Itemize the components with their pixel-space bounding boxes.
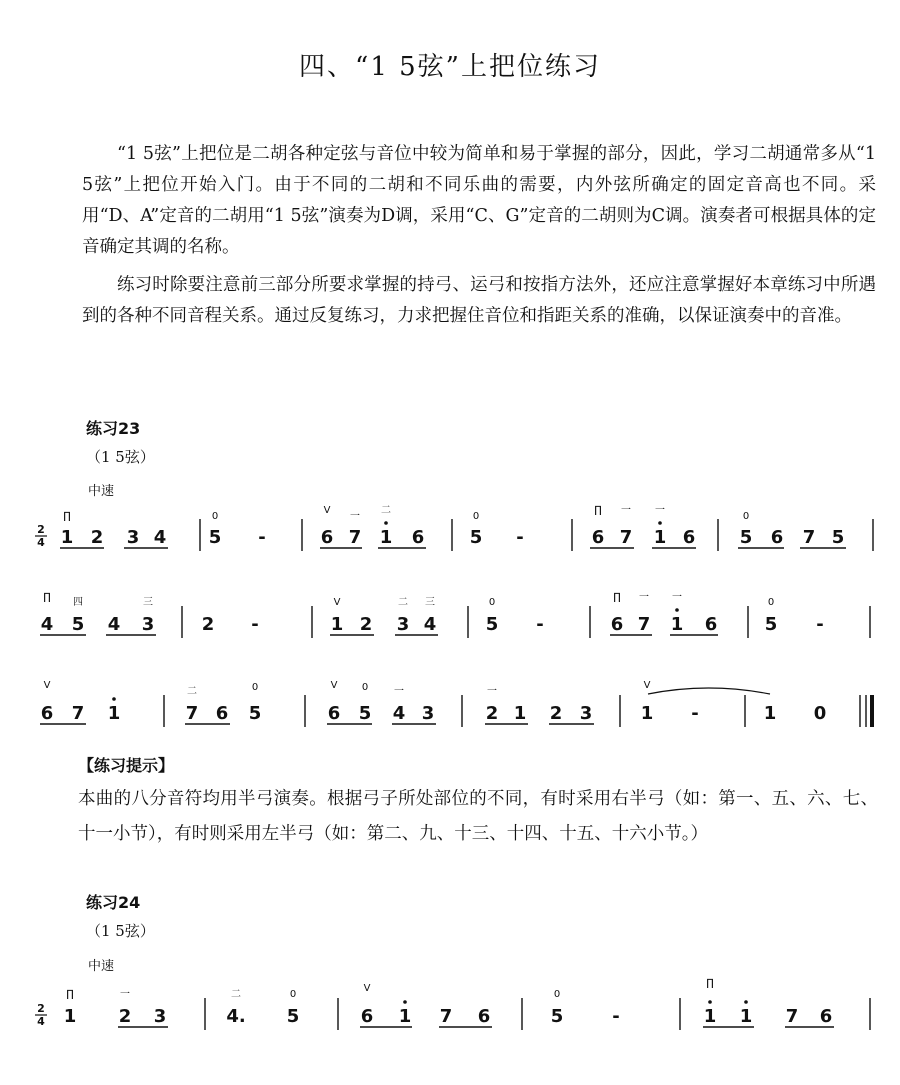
ex24-row0-m2-note2: 7 [439, 1006, 453, 1027]
ex23-row2-m0-note1: 7 [71, 703, 85, 724]
bowing-mark-29: ∏ [66, 989, 74, 1000]
ex23-row2-m0-note0: 6 [40, 703, 54, 724]
ex23-row0-m2-note2: 1 [379, 527, 393, 548]
ex23-row0-m1-note1: - [258, 527, 266, 548]
ex23-row2-m5-note0: 1 [763, 703, 777, 724]
ex23-row0-m3-note0: 5 [469, 527, 483, 548]
ex23-row2-m5-note1: 0 [813, 703, 827, 724]
bowing-mark-34: 0 [553, 989, 561, 1000]
ex23-row1-m0-note2: 4 [107, 614, 121, 635]
ex23-row0-m5-note3: 5 [831, 527, 845, 548]
bowing-mark-14: 二 [398, 597, 408, 608]
ex23-row0-m0-note2: 3 [126, 527, 140, 548]
ex23-row1-m4-note2: 1 [670, 614, 684, 635]
ex24-row0-m3-note1: - [612, 1006, 620, 1027]
ex23-row2-m4-note1: - [691, 703, 699, 724]
bowing-mark-5: 0 [472, 511, 480, 522]
ex23-row0-m5-note0: 5 [739, 527, 753, 548]
ex23-row1-m1-note1: - [251, 614, 259, 635]
ex24-row0-m3-note0: 5 [550, 1006, 564, 1027]
ex23-row1-m0-note0: 4 [40, 614, 54, 635]
ex23-row0-m4-note0: 6 [591, 527, 605, 548]
exercise-23-tempo: 中速 [88, 484, 115, 499]
ex24-row0-m2-note1-high-dot [403, 1000, 407, 1004]
bowing-mark-12: 三 [143, 597, 153, 608]
bowing-mark-24: V [330, 680, 338, 691]
ex23-time-sig-top: 2 [37, 523, 45, 536]
ex23-row0-m4-note2: 1 [653, 527, 667, 548]
bowing-mark-23: 0 [251, 682, 259, 693]
ex23-time-sig-bottom: 4 [37, 536, 45, 549]
ex23-row2-m1-note1: 6 [215, 703, 229, 724]
ex23-row1-m5-note0: 5 [764, 614, 778, 635]
ex23-row1-m2-note2: 3 [396, 614, 410, 635]
ex24-row0-m0-note0: 1 [63, 1006, 77, 1027]
bowing-mark-9: 0 [742, 511, 750, 522]
ex23-row1-m2-note3: 4 [423, 614, 437, 635]
ex23-row0-m3-note1: - [516, 527, 524, 548]
ex23-row2-m1-note0: 7 [185, 703, 199, 724]
ex24-row0-m4-note1-high-dot [744, 1000, 748, 1004]
bowing-mark-26: 一 [394, 686, 404, 697]
ex24-row0-m1-note0: 4. [226, 1006, 246, 1027]
bowing-mark-3: 一 [350, 511, 360, 522]
ex23-row2-m3-note0: 2 [485, 703, 499, 724]
ex23-row1-m3-note1: - [536, 614, 544, 635]
ex23-row1-m0-note1: 5 [71, 614, 85, 635]
bowing-mark-13: V [333, 597, 341, 608]
ex23-row2-m4-note0: 1 [640, 703, 654, 724]
ex23-row0-m2-note1: 7 [348, 527, 362, 548]
ex23-row2-m0-note2-high-dot [112, 697, 116, 701]
bowing-mark-25: 0 [361, 682, 369, 693]
ex23-row2-m1-note2: 5 [248, 703, 262, 724]
intro-paragraph-2: 练习时除要注意前三部分所要求掌握的持弓、运弓和按指方法外，还应注意掌握好本章练习中所遇到的各种不同音程关系。通过反复练习，力求把握住音位和指距关系的准确，以保证演奏中的音准。 [82, 275, 876, 326]
ex24-row0-m0-note2: 3 [153, 1006, 167, 1027]
ex23-row2-m0-note2: 1 [107, 703, 121, 724]
bowing-mark-17: ∏ [613, 592, 621, 603]
ex23-row1-m1-note0: 2 [201, 614, 215, 635]
tips-text: 本曲的八分音符均用半弓演奏。根据弓子所处部位的不同，有时采用右半弓（如：第一、五、六、七、十一小节），有时则采用左半弓（如：第二、九、十三、十四、十五、十六小节。） [78, 789, 878, 844]
ex23-row2-m3-note1: 1 [513, 703, 527, 724]
tips-title: 【练习提示】 [78, 756, 175, 775]
bowing-mark-31: 二 [231, 989, 241, 1000]
ex23-row2-m3-note3: 3 [579, 703, 593, 724]
bowing-mark-30: 一 [120, 989, 130, 1000]
ex24-time-sig-top: 2 [37, 1002, 45, 1015]
exercise-24-title: 练习24 [86, 893, 141, 912]
ex23-slur [648, 688, 770, 694]
bowing-mark-22: 二 [187, 686, 197, 697]
bowing-mark-4: 二 [381, 505, 391, 516]
ex24-row0-m2-note3: 6 [477, 1006, 491, 1027]
intro-paragraph-1: “1 5弦”上把位是二胡各种定弦与音位中较为简单和易于掌握的部分，因此，学习二胡通常多从“1 5弦”上把位开始入门。由于不同的二胡和不同乐曲的需要，内外弦所确定的固定音高也不同。采用“D、A”定音的二胡用“1 5弦”演奏为D调，采用“C、G”定音的二胡则为C调。演奏者可根据具体的定音确定其调的名称。 [82, 144, 876, 257]
bowing-mark-21: V [43, 680, 51, 691]
bowing-mark-16: 0 [488, 597, 496, 608]
ex23-row2-m2-note2: 4 [392, 703, 406, 724]
ex23-row1-m2-note1: 2 [359, 614, 373, 635]
ex24-row0-m4-note1: 1 [739, 1006, 753, 1027]
bowing-mark-35: ∏ [706, 978, 714, 989]
ex23-row1-m5-note1: - [816, 614, 824, 635]
exercise-23-string: （1 5弦） [86, 448, 155, 466]
ex23-row1-m3-note0: 5 [485, 614, 499, 635]
ex23-row1-m0-note3: 3 [141, 614, 155, 635]
ex23-row0-m5-note1: 6 [770, 527, 784, 548]
ex24-row0-m0-note1: 2 [118, 1006, 132, 1027]
bowing-mark-1: 0 [211, 511, 219, 522]
bowing-mark-27: 一 [487, 686, 497, 697]
ex23-row0-m2-note0: 6 [320, 527, 334, 548]
ex23-row1-m4-note3: 6 [704, 614, 718, 635]
bowing-mark-2: V [323, 505, 331, 516]
ex24-row0-m4-note3: 6 [819, 1006, 833, 1027]
ex23-row1-m4-note1: 7 [637, 614, 651, 635]
bowing-mark-11: 四 [73, 597, 83, 608]
bowing-mark-8: 一 [655, 505, 665, 516]
bowing-mark-32: 0 [289, 989, 297, 1000]
ex23-row2-m2-note0: 6 [327, 703, 341, 724]
ex23-row0-m1-note0: 5 [208, 527, 222, 548]
bowing-mark-18: 一 [639, 592, 649, 603]
ex23-row1-m2-note0: 1 [330, 614, 344, 635]
exercise-24-tempo: 中速 [88, 959, 115, 974]
ex24-row0-m4-note2: 7 [785, 1006, 799, 1027]
ex24-row0-m4-note0-high-dot [708, 1000, 712, 1004]
ex23-row0-m0-note0: 1 [60, 527, 74, 548]
ex23-row0-m2-note2-high-dot [384, 521, 388, 525]
bowing-mark-33: V [363, 983, 371, 994]
ex24-time-sig-bottom: 4 [37, 1015, 45, 1028]
ex23-row0-m2-note3: 6 [411, 527, 425, 548]
bowing-mark-10: ∏ [43, 592, 51, 603]
ex23-row1-m4-note0: 6 [610, 614, 624, 635]
ex23-row0-m5-note2: 7 [802, 527, 816, 548]
bowing-mark-7: 一 [621, 505, 631, 516]
bowing-mark-19: 一 [672, 592, 682, 603]
ex23-row0-m4-note3: 6 [682, 527, 696, 548]
ex24-row0-m2-note1: 1 [398, 1006, 412, 1027]
exercise-23-title: 练习23 [86, 419, 141, 438]
ex23-row2-m2-note1: 5 [358, 703, 372, 724]
ex23-row0-m4-note1: 7 [619, 527, 633, 548]
ex24-row0-m4-note0: 1 [703, 1006, 717, 1027]
ex23-row1-m4-note2-high-dot [675, 608, 679, 612]
bowing-mark-20: 0 [767, 597, 775, 608]
exercise-24-string: （1 5弦） [86, 922, 155, 940]
ex23-row2-m2-note3: 3 [421, 703, 435, 724]
page-title: 四、“1 5弦”上把位练习 [299, 52, 601, 82]
bowing-mark-28: V [643, 680, 651, 691]
ex23-row0-m0-note3: 4 [153, 527, 167, 548]
bowing-mark-15: 三 [425, 597, 435, 608]
ex23-row0-m4-note2-high-dot [658, 521, 662, 525]
bowing-mark-0: ∏ [63, 511, 71, 522]
ex23-row2-m3-note2: 2 [549, 703, 563, 724]
ex23-row0-m0-note1: 2 [90, 527, 104, 548]
ex24-row0-m1-note1: 5 [286, 1006, 300, 1027]
ex24-row0-m2-note0: 6 [360, 1006, 374, 1027]
bowing-mark-6: ∏ [594, 505, 602, 516]
